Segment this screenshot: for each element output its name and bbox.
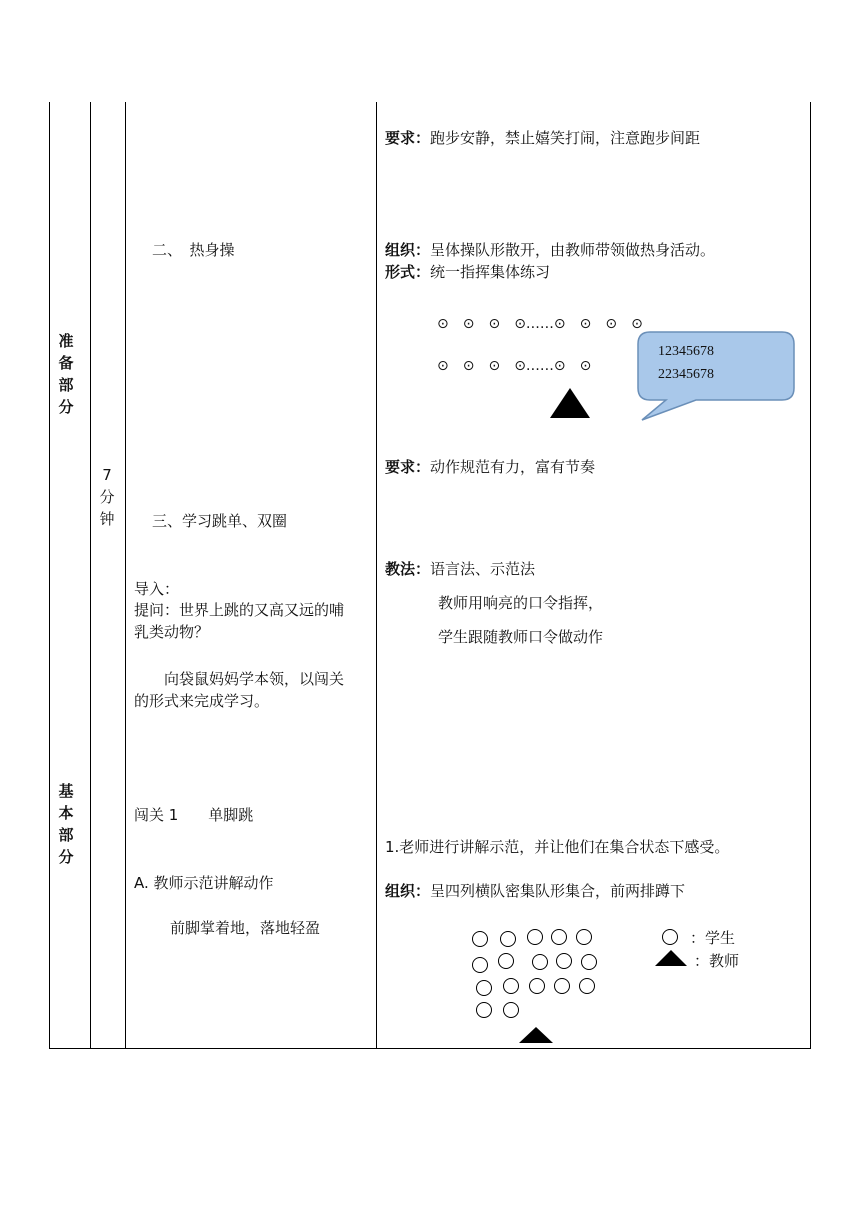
legend-student: ：学生 (690, 929, 736, 947)
step-a-detail: 前脚掌着地，落地轻盈 (170, 919, 321, 937)
time-label: 7 分 钟 (99, 466, 115, 528)
student-circle-icon (554, 978, 570, 994)
teaching-method: 教法：语言法、示范法 (385, 560, 536, 578)
organization-2: 组织：呈四列横队密集队形集合，前两排蹲下 (385, 882, 686, 900)
student-circle-icon (551, 929, 567, 945)
teacher-triangle-icon (518, 1026, 554, 1044)
warmup-title: 二、 热身操 (152, 241, 235, 259)
intro-label: 导入： (134, 580, 180, 598)
requirement-2: 要求：动作规范有力，富有节奏 (385, 458, 596, 476)
student-circle-icon (472, 957, 488, 973)
column-divider-1 (90, 102, 91, 1049)
student-circle-icon (527, 929, 543, 945)
requirement-1: 要求：跑步安静，禁止嬉笑打闹，注意跑步间距 (385, 129, 701, 147)
student-circle-icon (529, 978, 545, 994)
student-circle-icon (579, 978, 595, 994)
question-line1: 提问：世界上跳的又高又远的哺 (134, 601, 345, 619)
student-circle-icon (498, 953, 514, 969)
bubble-line-2: 22345678 (658, 367, 714, 382)
student-circle-icon (476, 980, 492, 996)
level1-title: 闯关 1 单脚跳 (134, 806, 254, 824)
student-circle-icon (503, 1002, 519, 1018)
organization-1: 组织：呈体操队形散开，由教师带领做热身活动。 (385, 241, 716, 259)
legend-teacher-triangle-icon (654, 949, 688, 967)
form-line: 形式：统一指挥集体练习 (385, 263, 551, 281)
student-circle-icon (476, 1002, 492, 1018)
student-circle-icon (576, 929, 592, 945)
legend-student-circle-icon (662, 929, 678, 945)
formation-row-1: ⊙ ⊙ ⊙ ⊙……⊙ ⊙ ⊙ ⊙ (437, 316, 643, 332)
teacher-triangle-icon (548, 386, 592, 420)
learn-title: 三、学习跳单、双圈 (152, 512, 288, 530)
teacher-demo: 1.老师进行讲解示范，并让他们在集合状态下感受。 (385, 838, 730, 856)
column-divider-2 (125, 102, 126, 1049)
column-divider-3 (376, 102, 377, 1049)
section-label-prep: 准 备 部 分 (58, 332, 74, 416)
student-circle-icon (532, 954, 548, 970)
question-line2: 乳类动物？ (134, 623, 210, 641)
bubble-line-1: 12345678 (658, 344, 714, 359)
method-line-3: 学生跟随教师口令做动作 (438, 628, 604, 646)
table-border-left (49, 102, 50, 1049)
step-a: A. 教师示范讲解动作 (134, 874, 274, 892)
table-border-bottom (49, 1048, 811, 1049)
legend-teacher: ：教师 (694, 952, 740, 970)
kangaroo-line2: 的形式来完成学习。 (134, 692, 270, 710)
method-line-2: 教师用响亮的口令指挥， (438, 594, 604, 612)
student-circle-icon (503, 978, 519, 994)
section-label-basic: 基 本 部 分 (58, 782, 74, 866)
student-circle-icon (556, 953, 572, 969)
formation-row-2: ⊙ ⊙ ⊙ ⊙……⊙ ⊙ (437, 358, 592, 374)
student-circle-icon (500, 931, 516, 947)
student-circle-icon (581, 954, 597, 970)
student-circle-icon (472, 931, 488, 947)
table-border-right (810, 102, 811, 1049)
kangaroo-line1: 向袋鼠妈妈学本领，以闯关 (134, 670, 345, 688)
